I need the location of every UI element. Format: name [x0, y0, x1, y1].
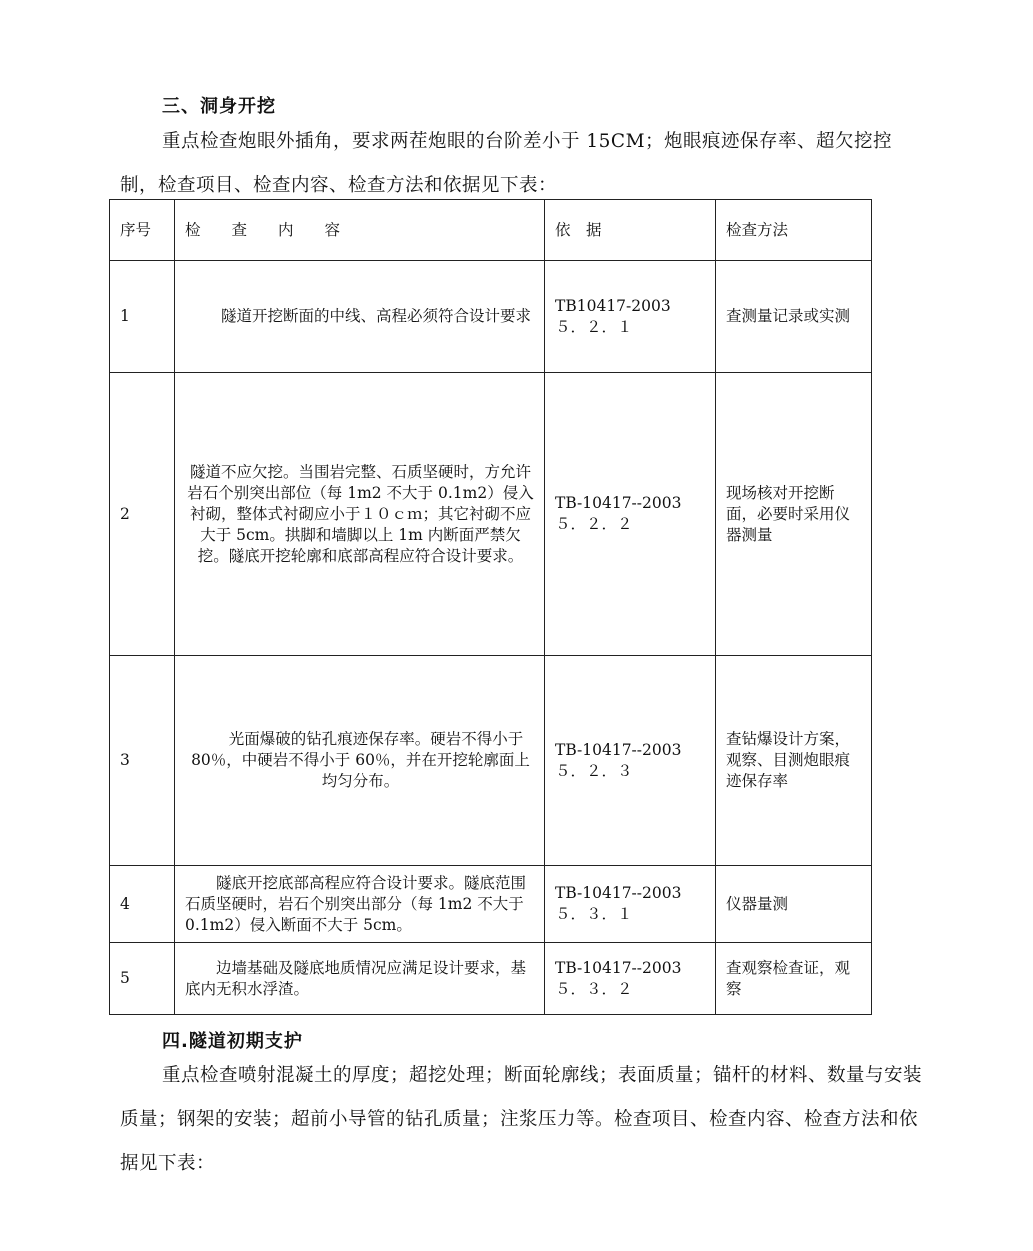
row-content: 隧底开挖底部高程应符合设计要求。隧底范围石质坚硬时，岩石个别突出部分（每 1m2 不大于 0.1m2）侵入断面不大于 5cm。: [175, 866, 545, 943]
basis-clause: ５．３．１: [555, 905, 633, 923]
row-content: 边墙基础及隧底地质情况应满足设计要求，基底内无积水浮渣。: [175, 943, 545, 1015]
basis-clause: ５．３．２: [555, 979, 633, 998]
section-4-intro-text: 重点检查喷射混凝土的厚度；超挖处理；断面轮廓线；表面质量；锚杆的材料、数量与安装质量；钢架的安装；超前小导管的钻孔质量；注浆压力等。检查项目、检查内容、检查方法和依据见下表：: [120, 1065, 923, 1174]
basis-code: TB-10417--2003: [555, 884, 682, 902]
basis-clause: ５．２．１: [555, 317, 633, 336]
table-row: [110, 866, 872, 943]
row-content: 隧道开挖断面的中线、高程必须符合设计要求: [175, 261, 545, 373]
row-method: 查测量记录或实测: [716, 261, 872, 373]
section-4-intro: [120, 1054, 928, 1186]
row-basis: [545, 373, 716, 656]
row-content: 光面爆破的钻孔痕迹保存率。硬岩不得小于 80％，中硬岩不得小于 60％，并在开挖轮廓面上均匀分布。: [175, 656, 545, 866]
row-no: 3: [110, 656, 175, 866]
row-basis: [545, 866, 716, 943]
table-header-row: [110, 200, 872, 261]
row-no: 4: [110, 866, 175, 943]
header-method: 检查方法: [716, 200, 872, 261]
excavation-inspection-table: [109, 199, 872, 1015]
row-basis: [545, 656, 716, 866]
section-3-intro: [120, 120, 928, 208]
table-row: [110, 261, 872, 373]
basis-code: TB-10417--2003: [555, 958, 682, 977]
row-method: 现场核对开挖断面，必要时采用仪器测量: [716, 373, 872, 656]
basis-clause: ５．２．２: [555, 515, 633, 533]
basis-code: TB10417-2003: [555, 296, 671, 315]
row-basis: [545, 943, 716, 1015]
basis-code: TB-10417--2003: [555, 740, 682, 759]
row-no: 1: [110, 261, 175, 373]
header-content: 检 查 内 容: [175, 200, 545, 261]
row-content: 隧道不应欠挖。当围岩完整、石质坚硬时，方允许岩石个别突出部位（每 1m2 不大于 0.1m2）侵入衬砌，整体式衬砌应小于１０ｃｍ；其它衬砌不应大于 5cm。拱脚和墙脚以上 1m 内断面严禁欠挖。隧底开挖轮廓和底部高程应符合设计要求。: [175, 373, 545, 656]
basis-clause: ５．２．３: [555, 761, 633, 780]
table-row: [110, 373, 872, 656]
basis-code: TB-10417--2003: [555, 494, 682, 512]
row-no: 5: [110, 943, 175, 1015]
header-no: 序号: [110, 200, 175, 261]
row-method: 查观察检查证，观察: [716, 943, 872, 1015]
section-3-title: 三、洞身开挖: [162, 96, 276, 117]
section-3-intro-text: 重点检查炮眼外插角，要求两茬炮眼的台阶差小于 15CM；炮眼痕迹保存率、超欠挖控制，检查项目、检查内容、检查方法和依据见下表：: [120, 131, 893, 196]
section-4-title: 四.隧道初期支护: [162, 1031, 303, 1052]
table-row: [110, 656, 872, 866]
row-method: 查钻爆设计方案，观察、目测炮眼痕迹保存率: [716, 656, 872, 866]
table-row: [110, 943, 872, 1015]
header-basis: 依 据: [545, 200, 716, 261]
row-basis: [545, 261, 716, 373]
row-no: 2: [110, 373, 175, 656]
row-method: 仪器量测: [716, 866, 872, 943]
